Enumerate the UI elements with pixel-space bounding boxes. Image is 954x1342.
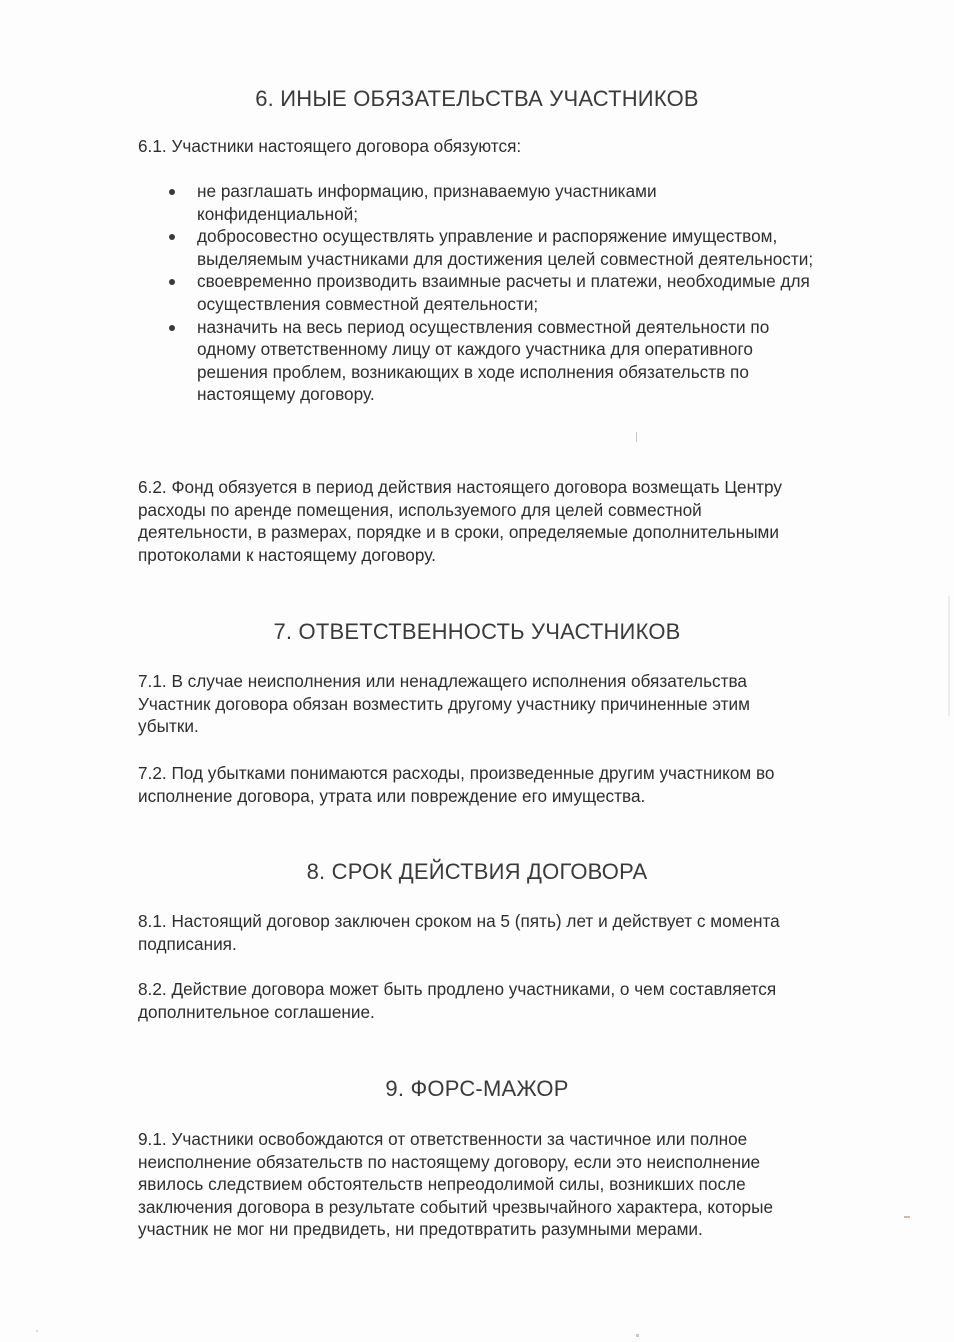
bullet-icon — [169, 279, 175, 285]
bullet-icon — [169, 234, 175, 240]
list-item-line: не разглашать информацию, признаваемую участниками — [197, 181, 657, 201]
clause-line: деятельности, в размерах, порядке и в сроки, определяемые дополнительными — [138, 522, 779, 543]
clause-8-2 — [138, 978, 878, 1023]
clause-line: 9.1. Участники освобождаются от ответственности за частичное или полное — [138, 1129, 748, 1149]
clause-line: участник не мог ни предвидеть, ни предотвратить разумными мерами. — [138, 1219, 703, 1240]
list-item — [138, 316, 898, 406]
list-item-line: назначить на весь период осуществления совместной деятельности по — [197, 316, 770, 337]
clause-line: убытки. — [138, 716, 199, 737]
list-item-line: добросовестно осуществлять управление и распоряжение имуществом, — [197, 226, 778, 247]
scan-speck — [904, 1216, 910, 1218]
clause-7-1 — [138, 670, 878, 738]
clause-line: расходы по аренде помещения, используемого для целей совместной — [138, 499, 702, 520]
scan-speck — [36, 1330, 38, 1332]
clause-line: 6.2. Фонд обязуется в период действия настоящего договора возмещать Центру — [138, 477, 782, 497]
section-6-heading: 6. ИНЫЕ ОБЯЗАТЕЛЬСТВА УЧАСТНИКОВ — [255, 86, 699, 111]
clause-line: Участник договора обязан возместить другому участнику причиненные этим — [138, 693, 750, 714]
list-item — [138, 270, 898, 315]
list-item-line: настоящему договору. — [197, 384, 375, 405]
list-item-line: своевременно производить взаимные расчеты и платежи, необходимые для — [197, 271, 810, 292]
clause-line: исполнение договора, утрата или повреждение его имущества. — [138, 785, 646, 806]
list-item-line: решения проблем, возникающих в ходе исполнения обязательств по — [197, 361, 749, 382]
section-8-heading: 8. СРОК ДЕЙСТВИЯ ДОГОВОРА — [306, 859, 648, 884]
clause-line: 8.1. Настоящий договор заключен сроком на 5 (пять) лет и действует с момента — [138, 911, 780, 931]
scan-speck — [636, 432, 637, 442]
section-7-heading: 7. ОТВЕТСТВЕННОСТЬ УЧАСТНИКОВ — [273, 619, 681, 644]
obligations-list — [138, 180, 898, 406]
clause-6-1 — [138, 135, 878, 158]
clause-line: 7.2. Под убытками понимаются расходы, произведенные другим участником во — [138, 763, 775, 783]
clause-6-2 — [138, 476, 878, 566]
clause-6-1-line: 6.1. Участники настоящего договора обязуются: — [138, 136, 522, 156]
scan-edge-mark — [948, 596, 950, 716]
clause-line: дополнительное соглашение. — [138, 1001, 375, 1022]
clause-8-1 — [138, 910, 878, 955]
clause-line: неисполнение обязательств по настоящему договору, если это неисполнение — [138, 1151, 761, 1172]
clause-line: 8.2. Действие договора может быть продлено участниками, о чем составляется — [138, 979, 777, 999]
list-item-line: осуществления совместной деятельности; — [197, 293, 539, 314]
list-item — [138, 180, 898, 225]
list-item-line: выделяемым участниками для достижения целей совместной деятельности; — [197, 248, 814, 269]
section-9-heading: 9. ФОРС-МАЖОР — [385, 1076, 569, 1101]
bullet-icon — [169, 189, 175, 195]
clause-line: явилось следствием обстоятельств непреодолимой силы, возникших после — [138, 1174, 746, 1195]
list-item-line: одному ответственному лицу от каждого участника для оперативного — [197, 339, 753, 360]
scan-speck — [636, 1334, 639, 1337]
clause-line: 7.1. В случае неисполнения или ненадлежащего исполнения обязательства — [138, 671, 747, 691]
list-item-line: конфиденциальной; — [197, 203, 358, 224]
clause-line: заключения договора в результате событий чрезвычайного характера, которые — [138, 1196, 774, 1217]
clause-7-2 — [138, 762, 878, 807]
clause-9-1 — [138, 1128, 878, 1241]
clause-line: подписания. — [138, 933, 237, 954]
list-item — [138, 225, 898, 270]
bullet-icon — [169, 325, 175, 331]
clause-line: протоколами к настоящему договору. — [138, 544, 436, 565]
